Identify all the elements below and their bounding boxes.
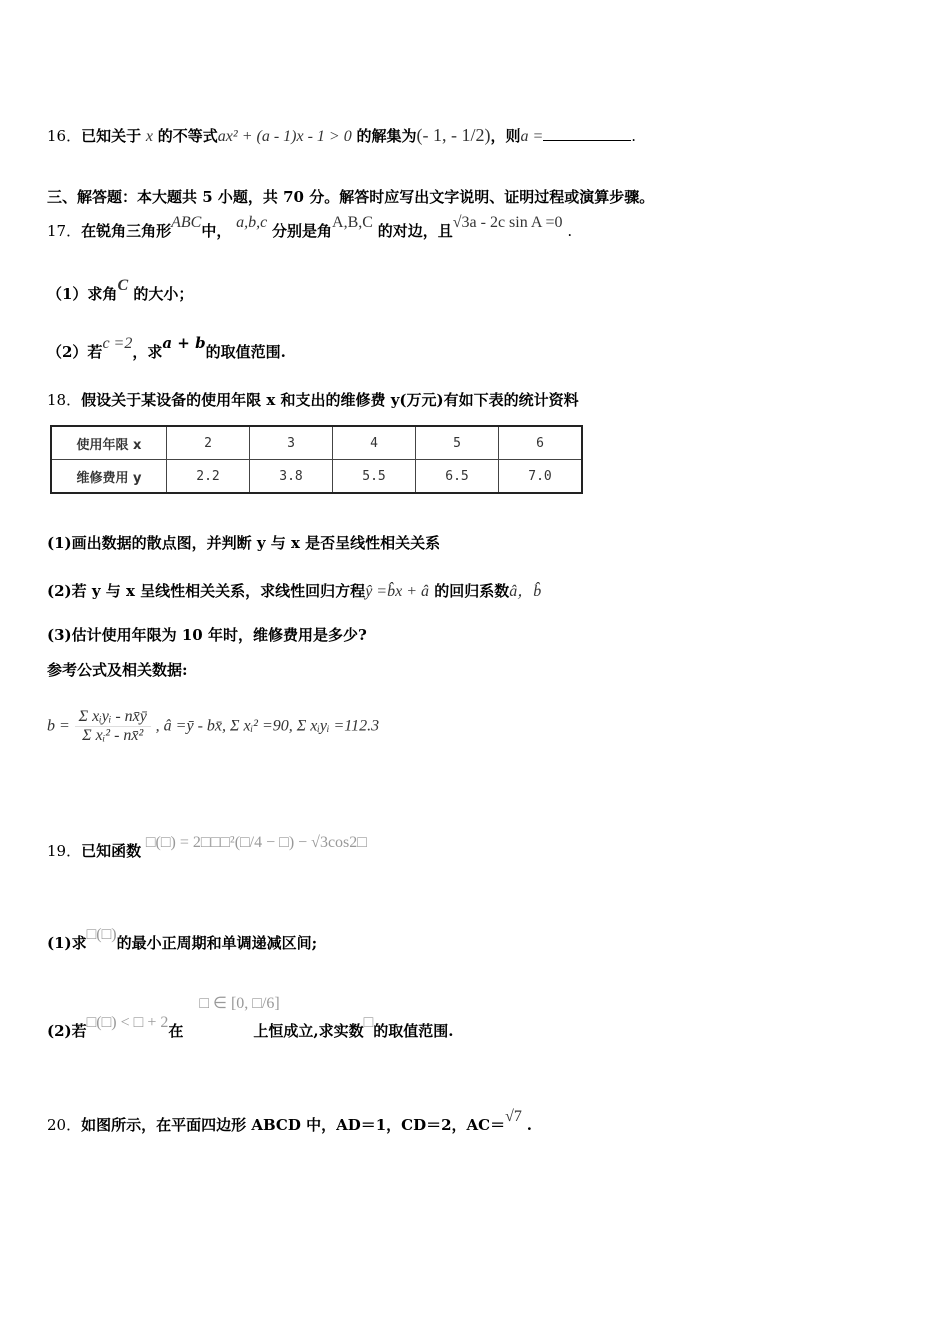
cell: 2.2 xyxy=(167,460,250,494)
cell: 3.8 xyxy=(250,460,333,494)
q18-part2: (2)若 y 与 x 呈线性相关关系，求线性回归方程ŷ =b̂x + â 的回归系数â，b̂ xyxy=(47,582,542,600)
question-17: 17．在锐角三角形ABC中， a,b,c 分别是角A,B,C 的对边，且√3a - 2c sin A =0 . xyxy=(47,214,573,240)
question-19: 19．已知函数 □(□) = 2□□□²(□/4 − □) − √3cos2□ xyxy=(47,834,367,860)
reference-heading: 参考公式及相关数据: xyxy=(47,661,188,679)
q19-part1: (1)求□(□)的最小正周期和单调递减区间; xyxy=(47,926,318,952)
q18-part1: (1)画出数据的散点图，并判断 y 与 x 是否呈线性相关关系 xyxy=(47,534,441,552)
answer-blank xyxy=(543,140,631,141)
regression-formula: b = $\frac{\text{Σ xᵢyᵢ - nx̄ȳ}}{\text{Σ xᵢ² - nx̄²}}$ , â =ȳ - bx̄, Σ xᵢ² =90, Σ xᵢyᵢ =112.3 xyxy=(47,708,380,744)
cell: 2 xyxy=(167,426,250,460)
data-table xyxy=(50,425,583,494)
cell: 4 xyxy=(333,426,416,460)
q17-part1: （1）求角C 的大小； xyxy=(47,277,194,303)
q19-part2: (2)若□(□) < □ + 2在□ ∈ [0, □/6]上恒成立,求实数□的取值范围. xyxy=(47,995,454,1040)
table-row xyxy=(51,460,582,494)
section-heading: 三、解答题：本大题共 5 小题，共 70 分。解答时应写出文字说明、证明过程或演算步骤。 xyxy=(47,188,655,206)
q18-part3: (3)估计使用年限为 10 年时，维修费用是多少? xyxy=(47,626,367,644)
question-16: 16．已知关于 x 的不等式ax² + (a - 1)x - 1 > 0 的解集为(- 1, - 1/2)，则a = . xyxy=(47,125,637,145)
table-row xyxy=(51,426,582,460)
row-label: 维修费用 y xyxy=(51,460,167,494)
cell: 5.5 xyxy=(333,460,416,494)
cell: 5 xyxy=(416,426,499,460)
cell: 7.0 xyxy=(499,460,583,494)
question-20: 20．如图所示，在平面四边形 ABCD 中，AD＝1，CD＝2，AC＝√7 . xyxy=(47,1108,532,1134)
row-label: 使用年限 x xyxy=(51,426,167,460)
cell: 6 xyxy=(499,426,583,460)
cell: 6.5 xyxy=(416,460,499,494)
question-18: 18．假设关于某设备的使用年限 x 和支出的维修费 y(万元)有如下表的统计资料 xyxy=(47,391,579,409)
cell: 3 xyxy=(250,426,333,460)
q17-part2: （2）若c =2，求a + b的取值范围. xyxy=(47,334,286,361)
